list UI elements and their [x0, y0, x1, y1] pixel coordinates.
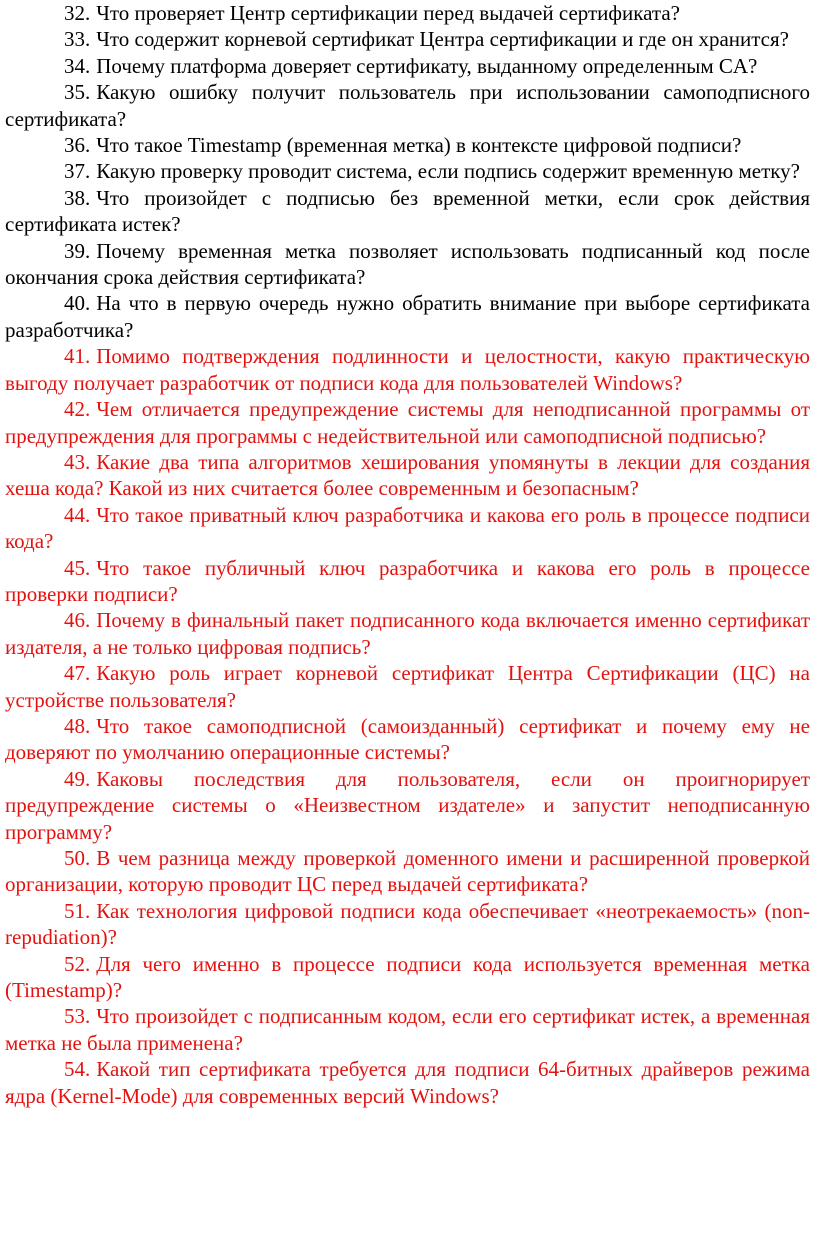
question-item-39 [5, 238, 810, 291]
question-number: 52. [64, 951, 91, 976]
question-text: Что произойдет с подписью без временной метки, если срок действия сертификата истек? [5, 185, 810, 237]
question-number: 45. [64, 555, 91, 580]
question-item-47 [5, 660, 810, 713]
question-text: Какую роль играет корневой сертификат Центра Сертификации (ЦС) на устройстве пользователя? [5, 661, 810, 712]
question-text: В чем разница между проверкой доменного имени и расширенной проверкой организации, которую проводит ЦС перед выдачей сертификата? [5, 846, 810, 897]
question-item-38 [5, 185, 810, 238]
question-number: 37. [64, 159, 91, 184]
question-item-34 [5, 53, 810, 79]
question-item-45 [5, 555, 810, 608]
question-number: 46. [64, 608, 91, 633]
question-item-44 [5, 502, 810, 555]
question-number: 54. [64, 1057, 91, 1082]
question-list [5, 0, 810, 1109]
question-text: Что такое самоподписной (самоизданный) сертификат и почему ему не доверяют по умолчанию операционные системы? [5, 713, 810, 765]
question-number: 33. [64, 27, 91, 52]
question-item-46 [5, 607, 810, 660]
question-text: Почему платформа доверяет сертификату, выданному определенным CA? [96, 53, 758, 78]
question-text: Почему в финальный пакет подписанного кода включается именно сертификат издателя, а не только цифровая подпись? [5, 608, 810, 659]
question-item-35 [5, 79, 810, 132]
question-text: На что в первую очередь нужно обратить внимание при выборе сертификата разработчика? [5, 291, 810, 342]
question-number: 50. [64, 846, 91, 870]
question-item-48 [5, 713, 810, 766]
question-number: 40. [64, 291, 91, 316]
question-number: 51. [64, 898, 91, 923]
question-item-42 [5, 396, 810, 449]
question-text: Почему временная метка позволяет использовать подписанный код после окончания срока действия сертификата? [5, 238, 810, 290]
question-number: 35. [64, 80, 91, 105]
question-text: Что проверяет Центр сертификации перед выдачей сертификата? [96, 1, 680, 25]
question-number: 36. [64, 133, 91, 158]
question-item-41 [5, 343, 810, 396]
question-text: Что произойдет с подписанным кодом, если его сертификат истек, а временная метка не была применена? [5, 1004, 810, 1055]
question-text: Какой тип сертификата требуется для подписи 64-битных драйверов режима ядра (Kernel-Mode) для современных версий Windows? [5, 1057, 810, 1108]
question-item-54 [5, 1056, 810, 1109]
question-item-49 [5, 766, 810, 845]
question-item-51 [5, 898, 810, 951]
question-number: 49. [64, 766, 91, 791]
question-item-36 [5, 132, 810, 158]
question-text: Для чего именно в процессе подписи кода используется временная метка (Timestamp)? [5, 951, 810, 1003]
question-item-53 [5, 1003, 810, 1056]
question-item-50 [5, 845, 810, 898]
question-number: 43. [64, 449, 91, 474]
question-item-37 [5, 158, 810, 184]
question-text: Что такое Timestamp (временная метка) в контексте цифровой подписи? [96, 133, 742, 158]
question-text: Каковы последствия для пользователя, если он проигнорирует предупреждение системы о «Неизвестном издателе» и запустит неподписанную программу? [5, 766, 810, 844]
question-number: 39. [64, 238, 91, 263]
question-number: 42. [64, 397, 91, 422]
question-number: 34. [64, 53, 91, 78]
question-number: 48. [64, 713, 91, 738]
question-text: Что содержит корневой сертификат Центра сертификации и где он хранится? [96, 27, 789, 52]
question-number: 41. [64, 344, 91, 369]
question-text: Как технология цифровой подписи кода обеспечивает «неотрекаемость» (non-repudiation)? [5, 898, 810, 950]
question-item-33 [5, 26, 810, 52]
question-item-32 [5, 0, 810, 26]
question-text: Какую проверку проводит система, если подпись содержит временную метку? [96, 159, 800, 184]
question-text: Что такое публичный ключ разработчика и какова его роль в процессе проверки подписи? [5, 555, 810, 606]
question-number: 44. [64, 502, 91, 527]
question-number: 53. [64, 1004, 91, 1029]
question-text: Чем отличается предупреждение системы для неподписанной программы от предупреждения для программы с недействительной или самоподписной подписью? [5, 397, 810, 448]
question-text: Что такое приватный ключ разработчика и какова его роль в процессе подписи кода? [5, 502, 810, 554]
question-item-43 [5, 449, 810, 502]
question-text: Какие два типа алгоритмов хеширования упомянуты в лекции для создания хеша кода? Какой из них считается более современным и безопасным? [5, 449, 810, 501]
question-item-40 [5, 290, 810, 343]
question-number: 32. [64, 1, 91, 25]
question-number: 38. [64, 185, 91, 210]
question-text: Какую ошибку получит пользователь при использовании самоподписного сертификата? [5, 80, 810, 131]
question-item-52 [5, 951, 810, 1004]
question-number: 47. [64, 661, 91, 686]
question-text: Помимо подтверждения подлинности и целостности, какую практическую выгоду получает разработчик от подписи кода для пользователей Windows? [5, 344, 810, 395]
